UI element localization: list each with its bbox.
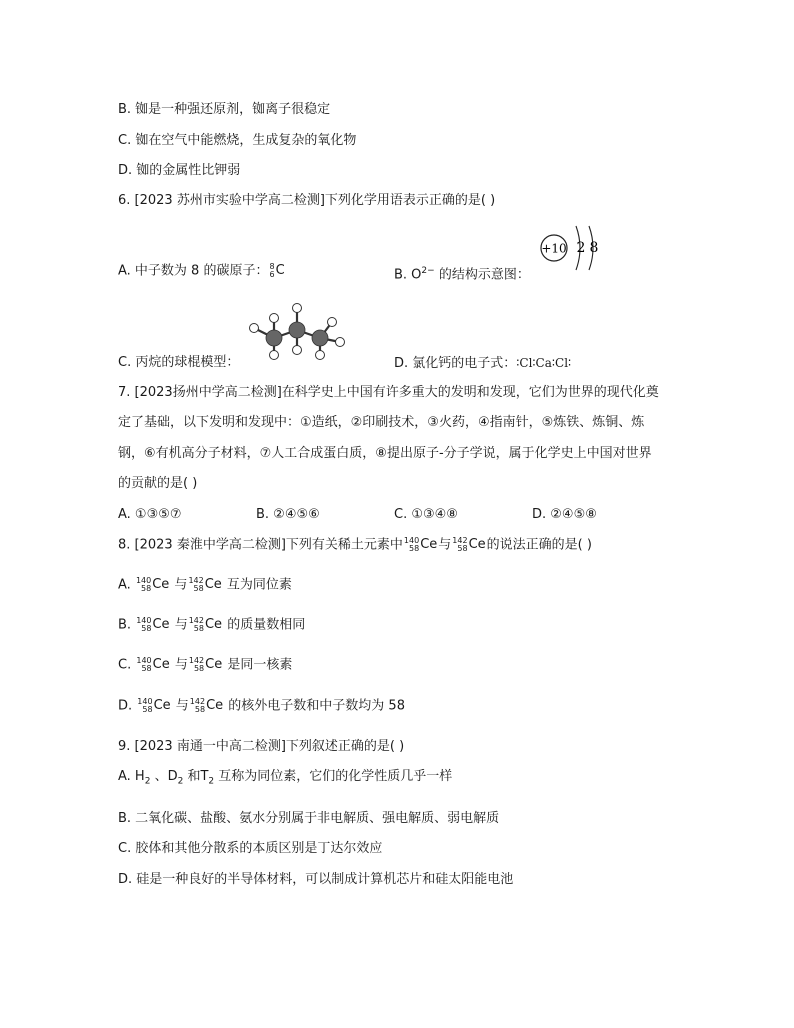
ion-charge: 2− — [421, 266, 435, 276]
hydrogen-atom — [250, 324, 259, 333]
atomic-number: 58 — [193, 584, 204, 593]
q9-option-d: D. 硅是一种良好的半导体材料，可以制成计算机芯片和硅太阳能电池 — [118, 872, 514, 887]
atomic-number: 58 — [193, 664, 205, 673]
option-text: 互为同位素 — [222, 577, 292, 593]
q9-stem: 9. [2023 南通一中高二检测]下列叙述正确的是( ) — [118, 739, 405, 754]
q6-option-b — [394, 262, 530, 284]
atomic-number: 58 — [193, 624, 204, 633]
shell-2-electrons: 8 — [589, 240, 599, 256]
atomic-number: 6 — [269, 270, 275, 279]
q9-option-a-part2: 、D — [150, 769, 178, 784]
q6-option-a — [118, 262, 286, 281]
q7-stem-line-4: 的贡献的是( ) — [118, 476, 198, 491]
q9-option-a-part3: 和T — [183, 769, 209, 784]
mass-number: 142 — [188, 656, 205, 665]
q5-option-c: C. 铷在空气中能燃烧，生成复杂的氧化物 — [118, 133, 357, 148]
atomic-number: 58 — [141, 624, 152, 633]
element-symbol: Ce — [152, 657, 170, 672]
hydrogen-atom — [336, 338, 345, 347]
hydrogen-atom — [328, 318, 337, 327]
q8-stem-mid: 与 — [438, 537, 452, 553]
mass-number: 142 — [189, 697, 206, 706]
carbon-atom — [289, 322, 305, 338]
element-symbol: Ce — [206, 698, 224, 713]
option-label: A. — [118, 577, 131, 593]
mass-number: 142 — [188, 576, 204, 585]
atomic-number: 58 — [142, 705, 153, 714]
hydrogen-atom — [270, 314, 279, 323]
ce-142-isotope — [188, 576, 221, 594]
subscript: 2 — [177, 776, 184, 787]
mass-number: 140 — [137, 697, 153, 706]
q6-option-b-suffix: 的结构示意图： — [434, 267, 530, 283]
atomic-number: 58 — [194, 705, 206, 714]
option-label: D. — [118, 698, 133, 714]
mass-number: 142 — [452, 536, 468, 545]
hydrogen-atom — [293, 346, 302, 355]
mass-number: 140 — [136, 656, 152, 665]
hydrogen-atom — [293, 304, 302, 313]
connector: 与 — [170, 617, 188, 633]
option-label: C. — [118, 657, 132, 673]
q6-option-d-prefix: D. 氯化钙的电子式： — [394, 356, 517, 371]
element-symbol: Ce — [152, 617, 170, 632]
q9-option-a-part1: A. H — [118, 769, 145, 784]
element-symbol: Ce — [468, 537, 486, 552]
atomic-number: 58 — [141, 584, 152, 593]
q8-option-a — [118, 576, 292, 595]
q9-option-a — [118, 768, 452, 791]
option-text: 是同一核素 — [223, 657, 293, 673]
q9-option-a-part4: 互称为同位素，它们的化学性质几乎一样 — [214, 769, 453, 784]
ce-142-isotope — [452, 536, 485, 554]
q7-option-b: B. ②④⑤⑥ — [256, 507, 320, 522]
atomic-number: 58 — [457, 544, 468, 553]
propane-ball-stick-model — [244, 300, 350, 360]
mass-number: 8 — [269, 262, 275, 271]
option-text: 的核外电子数和中子数均为 58 — [224, 698, 405, 714]
ce-140-isotope — [404, 536, 437, 554]
carbon-atom — [312, 330, 328, 346]
q7-option-a: A. ①③⑤⑦ — [118, 507, 182, 522]
q8-stem-prefix: 8. [2023 秦淮中学高二检测]下列有关稀土元素中 — [118, 537, 403, 553]
mass-number: 142 — [188, 616, 204, 625]
ce-142-isotope — [189, 616, 222, 634]
q6-option-c: C. 丙烷的球棍模型： — [118, 355, 240, 370]
q6-option-b-prefix: B. O — [394, 267, 422, 283]
ce-142-isotope — [190, 697, 223, 715]
q6-option-a-prefix: A. 中子数为 8 的碳原子： — [118, 263, 269, 279]
q6-stem: 6. [2023 苏州市实验中学高二检测]下列化学用语表示正确的是( ) — [118, 193, 496, 208]
option-label: B. — [118, 617, 132, 633]
element-symbol: Ce — [205, 657, 223, 672]
element-symbol: Ce — [152, 577, 170, 592]
connector: 与 — [170, 577, 188, 593]
q8-option-c — [118, 656, 292, 675]
connector: 与 — [170, 657, 188, 673]
hydrogen-atom — [316, 351, 325, 360]
q8-stem-suffix: 的说法正确的是( ) — [486, 537, 592, 553]
q7-stem-line-2: 定了基础，以下发明和发现中：①造纸，②印刷技术，③火药，④指南针，⑤炼铁、炼铜、炼 — [118, 415, 645, 430]
element-symbol: Ce — [204, 577, 222, 592]
subscript: 2 — [208, 776, 215, 787]
ce-142-isotope — [189, 656, 222, 674]
carbon-atom — [266, 330, 282, 346]
q8-option-d — [118, 697, 405, 716]
atomic-number: 58 — [409, 544, 420, 553]
q7-option-c: C. ①③④⑧ — [394, 507, 458, 522]
connector: 与 — [171, 698, 189, 714]
ce-140-isotope — [136, 576, 169, 594]
atomic-structure-diagram — [536, 222, 616, 280]
carbon-isotope — [269, 262, 284, 280]
q7-option-d: D. ②④⑤⑧ — [532, 507, 597, 522]
q9-option-b: B. 二氧化碳、盐酸、氨水分别属于非电解质、强电解质、弱电解质 — [118, 811, 500, 826]
q8-stem — [118, 536, 592, 555]
q5-option-b: B. 铷是一种强还原剂，铷离子很稳定 — [118, 102, 331, 117]
atomic-number: 58 — [141, 664, 152, 673]
mass-number: 140 — [403, 536, 420, 545]
mass-number: 140 — [135, 576, 152, 585]
subscript: 2 — [144, 776, 151, 787]
q7-stem-line-3: 钢，⑥有机高分子材料，⑦人工合成蛋白质，⑧提出原子-分子学说，属于化学史上中国对世界 — [118, 446, 652, 461]
element-symbol: Ce — [420, 537, 438, 552]
hydrogen-atom — [270, 351, 279, 360]
nucleus-charge: +10 — [541, 241, 567, 256]
cacl2-electron-formula: ∶Cl∶Ca∶Cl∶ — [516, 356, 572, 370]
ce-140-isotope — [137, 697, 170, 715]
element-symbol: C — [275, 263, 285, 278]
q9-option-c: C. 胶体和其他分散系的本质区别是丁达尔效应 — [118, 841, 383, 856]
q7-stem-line-1: 7. [2023扬州中学高二检测]在科学史上中国有许多重大的发明和发现，它们为世界的现代化奠 — [118, 385, 659, 400]
shell-1-electrons: 2 — [576, 240, 586, 256]
q8-option-b — [118, 616, 305, 635]
ce-140-isotope — [136, 656, 169, 674]
element-symbol: Ce — [204, 617, 223, 632]
option-text: 的质量数相同 — [223, 617, 306, 633]
q6-option-d — [394, 354, 571, 373]
element-symbol: Ce — [153, 698, 171, 713]
q5-option-d: D. 铷的金属性比钾弱 — [118, 163, 241, 178]
mass-number: 140 — [136, 616, 152, 625]
ce-140-isotope — [136, 616, 169, 634]
